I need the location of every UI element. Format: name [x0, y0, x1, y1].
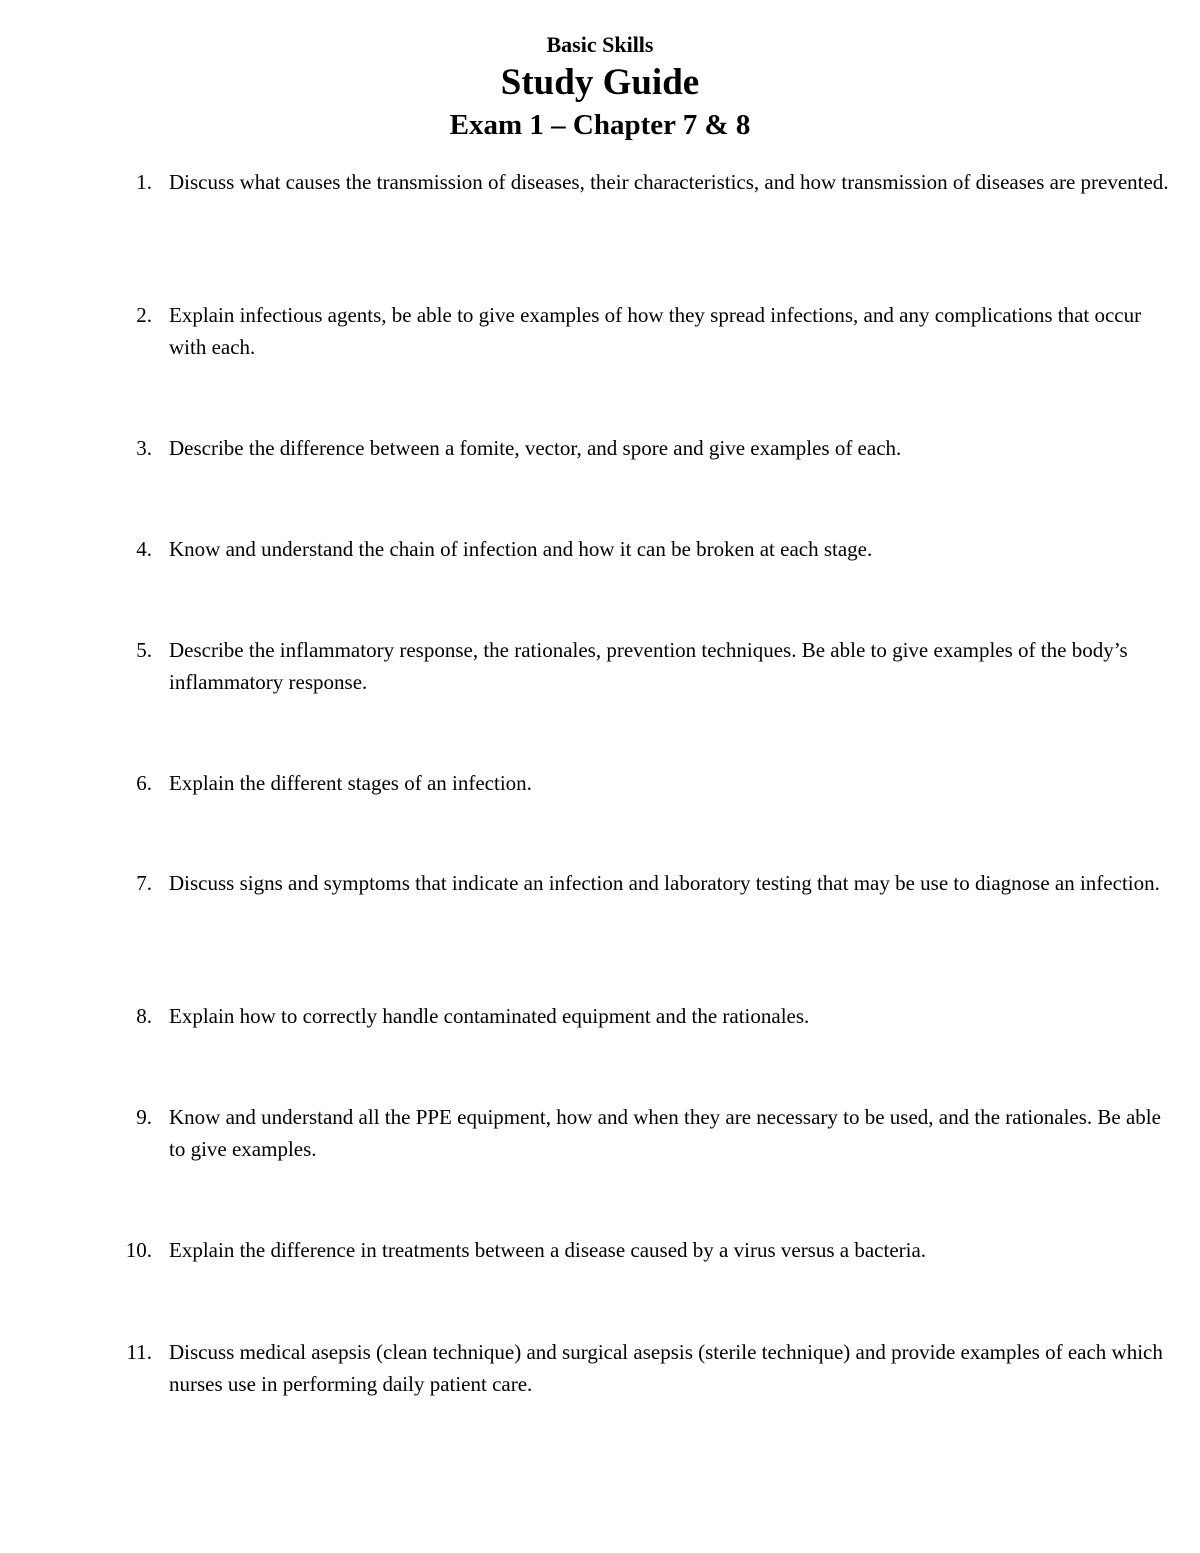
item-text: Describe the inflammatory response, the rationales, prevention techniques. Be able to give examples of the body’s inflammatory response.: [169, 638, 1128, 694]
item-text: Explain infectious agents, be able to give examples of how they spread infections, and any complications that occur with each.: [169, 303, 1142, 359]
item-number: 7.: [136, 871, 152, 895]
item-text: Explain how to correctly handle contaminated equipment and the rationales.: [169, 1004, 810, 1028]
item-number: 11.: [126, 1340, 152, 1364]
item-number: 8.: [136, 1004, 152, 1028]
item-text: Discuss what causes the transmission of diseases, their characteristics, and how transmission of diseases are prevented.: [169, 170, 1169, 194]
item-number: 1.: [136, 170, 152, 194]
exam-subtitle: Exam 1 – Chapter 7 & 8: [449, 109, 751, 141]
item-text: Discuss medical asepsis (clean technique) and surgical asepsis (sterile technique) and provide examples of each which nurses use in performing daily patient care.: [169, 1340, 1163, 1396]
item-number: 4.: [136, 537, 152, 561]
item-number: 9.: [136, 1105, 152, 1129]
item-number: 5.: [136, 638, 152, 662]
item-text: Explain the different stages of an infection.: [169, 771, 532, 795]
item-number: 6.: [136, 771, 152, 795]
item-text: Know and understand all the PPE equipment, how and when they are necessary to be used, and the rationales. Be able to give examples.: [169, 1105, 1161, 1161]
course-name: Basic Skills: [546, 32, 654, 57]
item-number: 10.: [125, 1238, 152, 1262]
item-text: Know and understand the chain of infection and how it can be broken at each stage.: [169, 537, 873, 561]
item-text: Explain the difference in treatments between a disease caused by a virus versus a bacteria.: [169, 1238, 927, 1262]
item-number: 3.: [136, 436, 152, 460]
document-title: Study Guide: [500, 62, 700, 103]
item-text: Describe the difference between a fomite, vector, and spore and give examples of each.: [169, 436, 902, 460]
item-text: Discuss signs and symptoms that indicate an infection and laboratory testing that may be use to diagnose an infection.: [169, 871, 1160, 895]
item-number: 2.: [136, 303, 152, 327]
